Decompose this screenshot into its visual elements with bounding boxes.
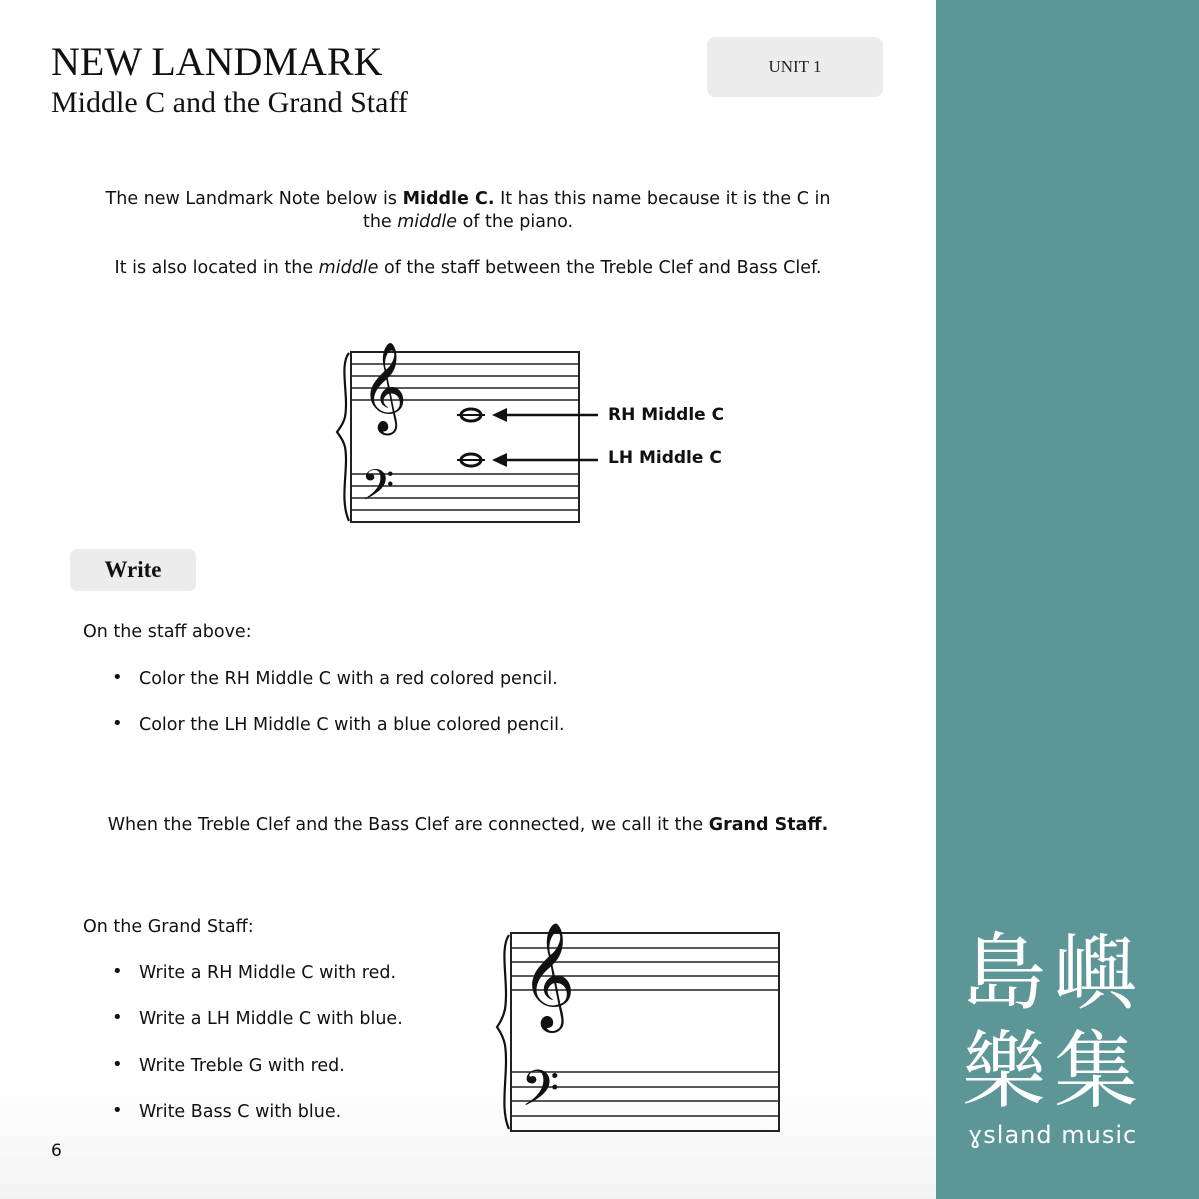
grand-staff-list-item [112, 1007, 403, 1030]
page-number: 6 [51, 1141, 62, 1161]
bass-clef-icon: 𝄢 [361, 461, 395, 521]
brace-icon [337, 353, 349, 521]
bullet-icon: • [112, 713, 123, 734]
bullet-icon: • [112, 1054, 123, 1075]
intro-italic: middle [318, 258, 379, 278]
middle-c-staff-diagram [335, 325, 735, 530]
write-lead-text: On the staff above: [83, 622, 252, 642]
write-list-item [112, 713, 565, 736]
grand-staff-item-text: Write Treble G with red. [139, 1056, 345, 1076]
bullet-icon: • [112, 1007, 123, 1028]
page-title: NEW LANDMARK [51, 39, 383, 84]
arrow-icon [492, 453, 598, 467]
grand-staff-item-text: Write a RH Middle C with red. [139, 963, 397, 983]
grand-staff-paragraph [90, 814, 846, 837]
grand-staff-list-item [112, 1100, 342, 1123]
brace-icon [497, 935, 509, 1129]
unit-badge: UNIT 1 [707, 37, 883, 97]
page-subtitle: Middle C and the Grand Staff [51, 86, 408, 119]
intro-italic: middle [397, 212, 458, 232]
logo-char: 嶼 [1054, 924, 1139, 1022]
lh-middle-c-label: LH Middle C [608, 448, 722, 468]
bullet-icon: • [112, 1100, 123, 1121]
staff-svg [335, 325, 735, 530]
intro-text: The new Landmark Note below is [105, 189, 403, 209]
rh-middle-c-label: RH Middle C [608, 405, 725, 425]
logo-english-text: ɣsland music [968, 1121, 1138, 1149]
intro-paragraph-1 [90, 188, 846, 234]
treble-clef-icon: 𝄞 [361, 342, 408, 432]
grand-staff-list-item [112, 961, 397, 984]
intro-text: It has this name because it is the C in the [362, 189, 831, 232]
intro-text: of the staff between the Treble Clef and Bass Clef. [378, 258, 822, 278]
intro-text: It is also located in the [114, 258, 319, 278]
write-list-item [112, 667, 558, 690]
logo-char: 樂 [962, 1022, 1047, 1120]
grand-staff-text: When the Treble Clef and the Bass Clef are connected, we call it the [107, 815, 709, 835]
bullet-icon: • [112, 961, 123, 982]
intro-text: of the piano. [457, 212, 574, 232]
bass-clef-icon: 𝄢 [521, 1060, 560, 1130]
intro-paragraph-2 [90, 257, 846, 280]
bullet-icon: • [112, 667, 123, 688]
grand-staff-item-text: Write Bass C with blue. [139, 1102, 342, 1122]
grand-staff-lead-text: On the Grand Staff: [83, 917, 254, 937]
intro-bold-middle-c: Middle C. [402, 189, 495, 209]
grand-staff-bold: Grand Staff. [708, 815, 829, 835]
grand-staff-diagram[interactable] [493, 903, 793, 1138]
logo-char: 集 [1054, 1022, 1139, 1120]
treble-clef-icon: 𝄞 [521, 921, 576, 1028]
arrow-icon [492, 408, 598, 422]
write-section-badge: Write [70, 549, 196, 591]
grand-staff-svg [493, 903, 793, 1138]
grand-staff-list-item [112, 1054, 345, 1077]
lh-middle-c-note [457, 454, 485, 466]
grand-staff-item-text: Write a LH Middle C with blue. [139, 1009, 403, 1029]
rh-middle-c-note [457, 409, 485, 421]
logo-char: 島 [962, 924, 1047, 1022]
write-item-text: Color the RH Middle C with a red colored pencil. [139, 669, 558, 689]
write-item-text: Color the LH Middle C with a blue colored pencil. [139, 715, 565, 735]
